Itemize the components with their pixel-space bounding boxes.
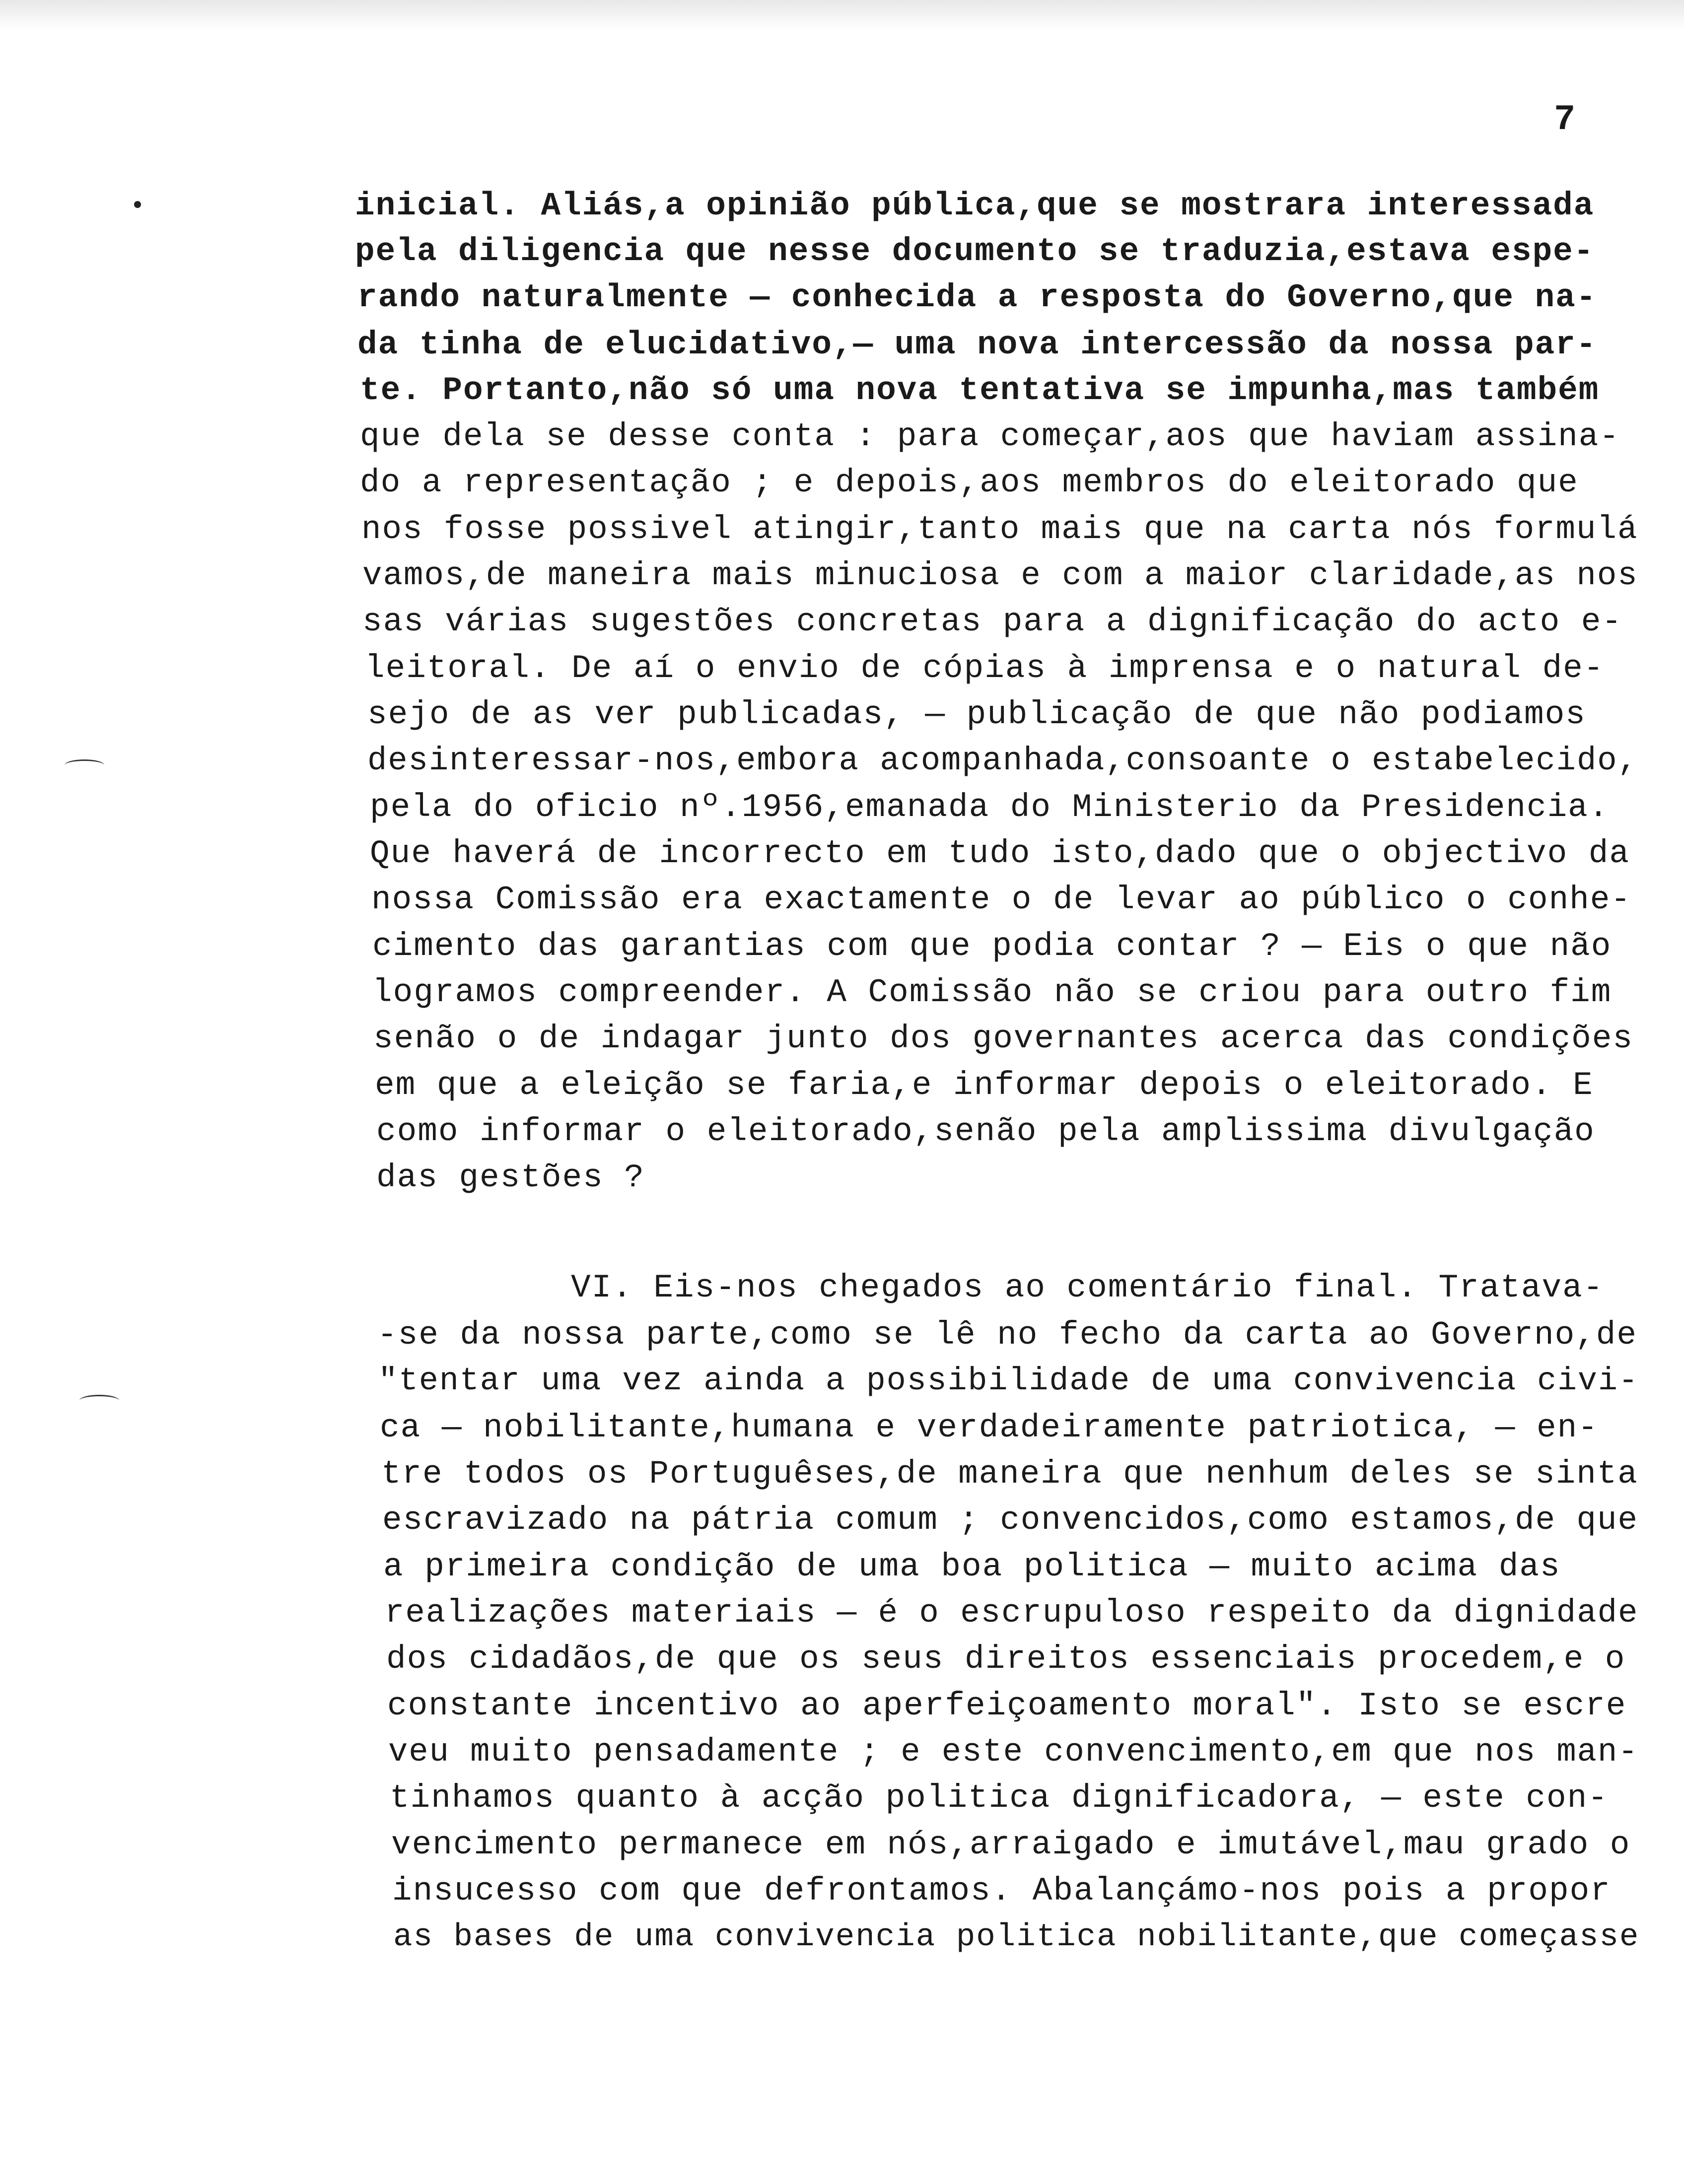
margin-mark [65,759,104,771]
section-heading-line: VI. Eis-nos chegados ao comentário final. Tratava- [571,1269,1604,1306]
text-line: nos fosse possivel atingir,tanto mais que na carta nós formulá [361,511,1638,548]
text-line: em que a eleição se faria,e informar depois o eleitorado. E [375,1067,1594,1104]
text-line: -se da nossa parte,como se lê no fecho da carta ao Governo,de [377,1316,1637,1354]
text-line: "tentar uma vez ainda a possibilidade de uma convivencia civi- [378,1363,1639,1399]
text-line: realizações materiais — é o escrupuloso respeito da dignidade [385,1594,1639,1632]
text-line: tinhamos quanto à acção politica dignificadora, — este con- [390,1779,1609,1817]
margin-dot [134,201,141,208]
text-line: nossa Comissão era exactamente o de levar ao público o conhe- [371,881,1631,918]
text-line: dos cidadãos,de que os seus direitos essenciais procedem,e o [386,1640,1626,1678]
text-line: veu muito pensadamente ; e este convencimento,em que nos man- [388,1733,1639,1771]
text-line: das gestões ? [376,1159,645,1196]
text-line: como informar o eleitorado,senão pela amplissima divulgação [376,1113,1595,1150]
text-line: tre todos os Portuguêses,de maneira que nenhum deles se sinta [381,1455,1638,1493]
margin-mark [79,1395,119,1406]
text-line: a primeira condição de uma boa politica — muito acima das [383,1548,1561,1585]
scan-top-edge [0,0,1684,30]
text-line: vencimento permanece em nós,arraigado e imutável,mau grado o [391,1826,1631,1863]
text-line: lograмos compreender. A Comissão não se criou para outro fim [372,974,1612,1011]
text-line: sas várias sugestões concretas para a dignificação do acto e- [362,603,1622,640]
text-line: constante incentivo ao aperfeiçoamento moral". Isto se escre [387,1687,1627,1724]
text-line: Que haverá de incorrecto em tudo isto,dado que o objectivo da [370,835,1630,872]
text-line: sejo de as ver publicadas, — publicação de que não podiamos [367,696,1586,733]
text-line: leitoral. De aí o envio de cópias à imprensa e o natural de- [365,650,1605,687]
text-line: te. Portanto,não só uma nova tentativa se impunha,mas também [360,372,1600,409]
text-line: do a representação ; e depois,aos membros do eleitorado que [360,464,1579,501]
text-line: rando naturalmente — conhecida a resposta do Governo,que na- [357,279,1597,316]
text-line: da tinha de elucidativo,— uma nova intercessão da nossa par- [357,326,1597,363]
text-line: vamos,de maneira mais minuciosa e com a maior claridade,as nos [362,557,1638,594]
text-line: pela diligencia que nesse documento se traduzia,estava espe- [355,233,1595,270]
text-line: escravizado na pátria comum ; convencidos,como estamos,de que [382,1502,1638,1539]
text-line: pela do oficio nº.1956,emanada do Ministerio da Presidencia. [370,789,1610,826]
text-line: desinteressar-nos,embora acompanhada,consoante o estabelecido, [367,742,1638,779]
page-number: 7 [1554,99,1576,140]
text-line: as bases de uma convivencia politica nobilitante,que começasse [393,1919,1640,1955]
text-line: cimento das garantias com que podia contar ? — Eis o que não [372,928,1612,965]
text-line: que dela se desse conta : para começar,aos que haviam assina- [360,418,1620,455]
text-line: senão o de indagar junto dos governantes acerca das condições [373,1020,1633,1057]
text-line: ca — nobilitante,humana e verdadeiramente patriotica, — en- [380,1409,1599,1446]
text-line: insucesso com que defrontamos. Abalançámo-nos pois a propor [392,1872,1611,1910]
text-line: inicial. Aliás,a opinião pública,que se mostrara interessada [355,187,1595,224]
